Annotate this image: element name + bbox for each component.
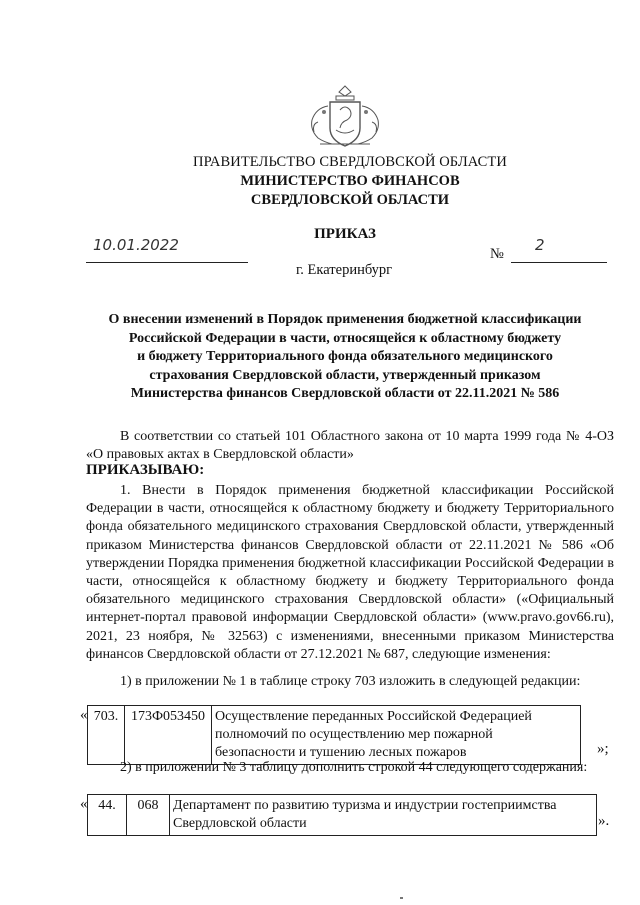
table1-close-quote: »; [597, 741, 609, 757]
orders-word: ПРИКАЗЫВАЮ: [86, 462, 205, 478]
city: г. Екатеринбург [296, 262, 393, 278]
code-cell: 173Ф053450 [125, 706, 212, 765]
order-date: 10.01.2022 [93, 236, 179, 254]
description-line: Свердловской области [173, 816, 307, 831]
subject-line: О внесении изменений в Порядок применения бюджетной классификации [108, 312, 582, 327]
description-line: полномочий по осуществлению мер пожарной [215, 727, 493, 742]
number-label: № [490, 246, 504, 262]
coat-of-arms-icon [300, 82, 390, 150]
row-number-cell: 703. [88, 706, 125, 765]
government-name: ПРАВИТЕЛЬСТВО СВЕРДЛОВСКОЙ ОБЛАСТИ [193, 154, 507, 170]
table2-open-quote: « [80, 796, 88, 812]
number-underline [511, 240, 607, 263]
subject-line: Министерства финансов Свердловской области от 22.11.2021 № 586 [130, 386, 560, 402]
ministry-region: СВЕРДЛОВСКОЙ ОБЛАСТИ [250, 192, 450, 208]
table-row [88, 706, 581, 765]
subject-line: Российской Федерации в части, относящейся к областному бюджету [128, 330, 562, 346]
item-1-2-paragraph: 2) в приложении № 3 таблицу дополнить строкой 44 следующего содержания: [120, 760, 588, 775]
intro-paragraph: В соответствии со статьей 101 Областного закона от 10 марта 1999 года № 4-ОЗ «О правовых актах в Свердловской области» [86, 429, 614, 463]
subject-line: и бюджету Территориального фонда обязательного медицинского [137, 349, 553, 365]
description-line: Осуществление переданных Российской Федерацией [215, 709, 532, 724]
table2-close-quote: ». [598, 813, 610, 829]
ministry-name: МИНИСТЕРСТВО ФИНАНСОВ [240, 173, 460, 189]
description-line: Департамент по развитию туризма и индустрии гостеприимства [173, 798, 557, 813]
page-mark [400, 897, 403, 899]
row-number-cell: 44. [88, 795, 127, 836]
code-cell: 068 [127, 795, 170, 836]
item-1-paragraph: 1. Внести в Порядок применения бюджетной классификации Российской Федерации в части, относящейся к областному бюджету и бюджету Территориального фонда обязательного медицинского страхования Свердловской области, утвержденный приказом Министерства финансов Свердловской области от 22.11.2021 № 586 «Об утверждении Порядка применения бюджетной классификации Российской Федерации в части, относящейся к областному бюджету и бюджету Территориального фонда обязательного медицинского страхования Свердловской области» («Официальный интернет-портал правовой информации Свердловской области» (www.pravo.gov66.ru), 2021, 23 ноября, № 32563) с изменениями, внесенными приказом Министерства финансов Свердловской области от 27.12.2021 № 687, следующие изменения: [86, 483, 614, 662]
order-number: 2 [535, 236, 545, 254]
description-cell [212, 706, 581, 765]
table-row-703 [87, 705, 581, 765]
table-row [88, 795, 597, 836]
table1-open-quote: « [80, 707, 88, 723]
document-type-title: ПРИКАЗ [314, 226, 376, 242]
description-line: безопасности и тушению лесных пожаров [215, 745, 467, 760]
item-1-1-paragraph: 1) в приложении № 1 в таблице строку 703 изложить в следующей редакции: [120, 674, 581, 689]
subject-line: страхования Свердловской области, утвержденный приказом [149, 367, 541, 383]
order-subject [86, 311, 604, 404]
description-cell [170, 795, 597, 836]
table-row-44 [87, 794, 597, 836]
